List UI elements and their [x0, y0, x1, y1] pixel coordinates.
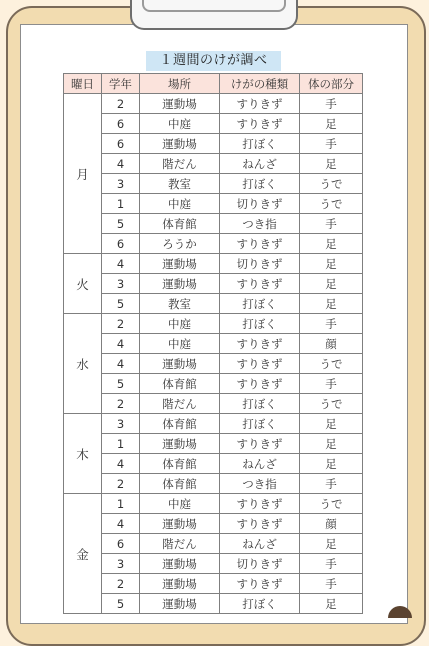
injury-type-cell: すりきず	[220, 514, 300, 534]
place-cell: 運動場	[140, 554, 220, 574]
injury-type-cell: 切りきず	[220, 194, 300, 214]
place-cell: 体育館	[140, 414, 220, 434]
header-row	[64, 74, 363, 94]
table-row	[64, 414, 363, 434]
injury-table	[63, 73, 363, 614]
place-cell: 運動場	[140, 574, 220, 594]
body-part-cell: 足	[300, 234, 363, 254]
body-part-cell: 足	[300, 254, 363, 274]
table-row	[64, 234, 363, 254]
body-part-cell: 手	[300, 214, 363, 234]
injury-type-cell: 打ぼく	[220, 134, 300, 154]
body-part-cell: 足	[300, 454, 363, 474]
injury-type-cell: つき指	[220, 214, 300, 234]
table-row	[64, 294, 363, 314]
table-title: １週間のけが調べ	[146, 51, 281, 71]
body-part-cell: うで	[300, 174, 363, 194]
table-row	[64, 554, 363, 574]
place-cell: 運動場	[140, 514, 220, 534]
injury-type-cell: 切りきず	[220, 254, 300, 274]
table-row	[64, 474, 363, 494]
body-part-cell: 手	[300, 474, 363, 494]
grade-cell: 4	[102, 334, 140, 354]
grade-cell: 5	[102, 294, 140, 314]
grade-cell: 2	[102, 314, 140, 334]
injury-type-cell: すりきず	[220, 354, 300, 374]
place-cell: 運動場	[140, 594, 220, 614]
injury-type-cell: すりきず	[220, 334, 300, 354]
body-part-cell: 足	[300, 534, 363, 554]
grade-cell: 3	[102, 414, 140, 434]
table-row	[64, 334, 363, 354]
table-row	[64, 514, 363, 534]
injury-type-cell: ねんざ	[220, 534, 300, 554]
table-row	[64, 594, 363, 614]
body-part-cell: うで	[300, 194, 363, 214]
header-body-part: 体の部分	[300, 74, 363, 94]
table-row	[64, 574, 363, 594]
grade-cell: 5	[102, 214, 140, 234]
place-cell: 体育館	[140, 214, 220, 234]
body-part-cell: 手	[300, 554, 363, 574]
body-part-cell: 足	[300, 434, 363, 454]
grade-cell: 1	[102, 194, 140, 214]
body-part-cell: 足	[300, 414, 363, 434]
grade-cell: 5	[102, 594, 140, 614]
day-cell: 月	[64, 94, 102, 254]
place-cell: 教室	[140, 174, 220, 194]
grade-cell: 1	[102, 494, 140, 514]
body-part-cell: 手	[300, 94, 363, 114]
body-part-cell: 手	[300, 374, 363, 394]
injury-type-cell: 打ぼく	[220, 294, 300, 314]
body-part-cell: 手	[300, 134, 363, 154]
place-cell: 運動場	[140, 354, 220, 374]
injury-type-cell: すりきず	[220, 434, 300, 454]
clipboard-clip	[130, 0, 298, 30]
place-cell: 階だん	[140, 394, 220, 414]
day-cell: 水	[64, 314, 102, 414]
body-part-cell: うで	[300, 494, 363, 514]
place-cell: ろうか	[140, 234, 220, 254]
body-part-cell: うで	[300, 354, 363, 374]
injury-type-cell: つき指	[220, 474, 300, 494]
table-body	[64, 94, 363, 614]
table-row	[64, 274, 363, 294]
injury-type-cell: ねんざ	[220, 154, 300, 174]
injury-type-cell: すりきず	[220, 494, 300, 514]
body-part-cell: 足	[300, 154, 363, 174]
table-row	[64, 154, 363, 174]
table-row	[64, 374, 363, 394]
grade-cell: 4	[102, 354, 140, 374]
grade-cell: 1	[102, 434, 140, 454]
place-cell: 階だん	[140, 534, 220, 554]
place-cell: 中庭	[140, 494, 220, 514]
table-row	[64, 354, 363, 374]
place-cell: 運動場	[140, 94, 220, 114]
place-cell: 中庭	[140, 114, 220, 134]
header-injury-type: けがの種類	[220, 74, 300, 94]
injury-type-cell: ねんざ	[220, 454, 300, 474]
grade-cell: 4	[102, 454, 140, 474]
injury-type-cell: すりきず	[220, 374, 300, 394]
grade-cell: 6	[102, 134, 140, 154]
table-row	[64, 534, 363, 554]
day-cell: 金	[64, 494, 102, 614]
injury-type-cell: 打ぼく	[220, 314, 300, 334]
day-cell: 木	[64, 414, 102, 494]
body-part-cell: 手	[300, 574, 363, 594]
table-row	[64, 194, 363, 214]
table-row	[64, 254, 363, 274]
grade-cell: 6	[102, 114, 140, 134]
body-part-cell: 足	[300, 114, 363, 134]
table-row	[64, 214, 363, 234]
injury-type-cell: すりきず	[220, 574, 300, 594]
place-cell: 運動場	[140, 254, 220, 274]
header-place: 場所	[140, 74, 220, 94]
grade-cell: 4	[102, 254, 140, 274]
injury-type-cell: すりきず	[220, 234, 300, 254]
body-part-cell: 顔	[300, 514, 363, 534]
injury-type-cell: 切りきず	[220, 554, 300, 574]
injury-type-cell: 打ぼく	[220, 174, 300, 194]
body-part-cell: 手	[300, 314, 363, 334]
header-grade: 学年	[102, 74, 140, 94]
injury-type-cell: 打ぼく	[220, 414, 300, 434]
grade-cell: 3	[102, 554, 140, 574]
grade-cell: 6	[102, 534, 140, 554]
grade-cell: 3	[102, 274, 140, 294]
place-cell: 体育館	[140, 474, 220, 494]
table-row	[64, 454, 363, 474]
injury-type-cell: 打ぼく	[220, 594, 300, 614]
grade-cell: 4	[102, 514, 140, 534]
table-row	[64, 394, 363, 414]
place-cell: 中庭	[140, 194, 220, 214]
table-row	[64, 434, 363, 454]
table-row	[64, 94, 363, 114]
body-part-cell: うで	[300, 394, 363, 414]
place-cell: 階だん	[140, 154, 220, 174]
body-part-cell: 足	[300, 294, 363, 314]
place-cell: 運動場	[140, 434, 220, 454]
injury-type-cell: すりきず	[220, 274, 300, 294]
body-part-cell: 顔	[300, 334, 363, 354]
injury-type-cell: すりきず	[220, 114, 300, 134]
place-cell: 教室	[140, 294, 220, 314]
body-part-cell: 足	[300, 594, 363, 614]
grade-cell: 2	[102, 394, 140, 414]
table-row	[64, 134, 363, 154]
table-row	[64, 314, 363, 334]
injury-type-cell: 打ぼく	[220, 394, 300, 414]
table-row	[64, 494, 363, 514]
place-cell: 運動場	[140, 134, 220, 154]
place-cell: 中庭	[140, 334, 220, 354]
table-row	[64, 114, 363, 134]
grade-cell: 2	[102, 94, 140, 114]
clip-ring	[142, 0, 286, 12]
place-cell: 中庭	[140, 314, 220, 334]
grade-cell: 6	[102, 234, 140, 254]
body-part-cell: 足	[300, 274, 363, 294]
day-cell: 火	[64, 254, 102, 314]
grade-cell: 2	[102, 474, 140, 494]
table-row	[64, 174, 363, 194]
grade-cell: 4	[102, 154, 140, 174]
header-day: 曜日	[64, 74, 102, 94]
injury-type-cell: すりきず	[220, 94, 300, 114]
place-cell: 体育館	[140, 374, 220, 394]
grade-cell: 5	[102, 374, 140, 394]
grade-cell: 3	[102, 174, 140, 194]
grade-cell: 2	[102, 574, 140, 594]
place-cell: 体育館	[140, 454, 220, 474]
place-cell: 運動場	[140, 274, 220, 294]
